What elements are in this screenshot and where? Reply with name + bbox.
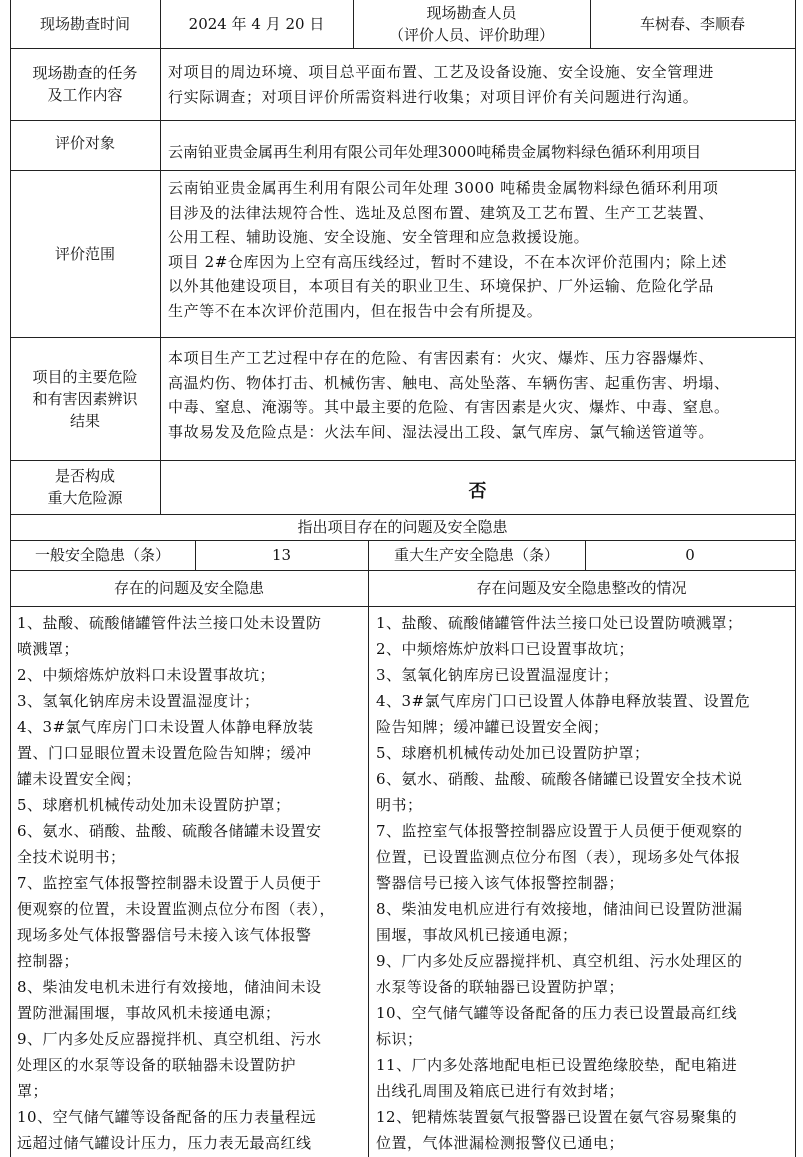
survey-time-value [160, 0, 353, 48]
general-hazard-label [10, 540, 195, 570]
rectification-line: 2、中频熔炼炉放料口已设置事故坑； [376, 640, 635, 658]
scope-line: 公用工程、辅助设施、安全设施、安全管理和应急救援设施。 [168, 228, 590, 246]
rectification-line: 警器信号已接入该气体报警控制器； [376, 874, 625, 892]
rectification-line: 11、厂内多处落地配电柜已设置绝缘胶垫，配电箱进 [376, 1056, 738, 1074]
issue-line: 控制器； [17, 952, 80, 970]
major-hazard-count-text: 0 [685, 546, 695, 564]
hazards-label [10, 337, 160, 460]
issue-line: 7、监控室气体报警控制器未设置于人员便于 [17, 874, 322, 892]
personnel-value-text: 车树春、李顺春 [639, 15, 745, 33]
hazards-line: 事故易发及危险点是：火法车间、湿法浸出工段、氯气库房、氯气输送管道等。 [168, 422, 715, 441]
issues-right-header-text: 存在问题及安全隐患整改的情况 [476, 579, 687, 597]
issue-line: 10、空气储气罐等设备配备的压力表量程远 [17, 1108, 317, 1126]
hazards-line: 中毒、窒息、淹溺等。其中最主要的危险、有害因素是火灾、爆炸、中毒、窒息。 [168, 398, 730, 416]
issue-line: 1、盐酸、硫酸储罐管件法兰接口处未设置防 [17, 614, 322, 632]
tasks-line: 对项目的周边环境、项目总平面布置、工艺及设备设施、安全设施、安全管理进 [168, 63, 715, 81]
issue-line: 便观察的位置，未设置监测点位分布图（表）， [17, 900, 336, 918]
major-hazard-label-line-1: 是否构成 [54, 467, 115, 485]
issue-line: 5、球磨机机械传动处加未设置防护罩； [17, 796, 291, 814]
survey-personnel-label [353, 0, 590, 48]
personnel-label-line-2: （评价人员、评价助理） [388, 26, 554, 44]
issue-line: 4、3#氯气库房门口未设置人体静电释放装 [17, 718, 314, 736]
object-content [168, 140, 792, 165]
object-label-text: 评价对象 [54, 134, 115, 152]
hazards-line: 本项目生产工艺过程中存在的危险、有害因素有：火灾、爆炸、压力容器爆炸、 [168, 349, 715, 367]
rectification-line: 位置，已设置监测点位分布图（表），现场多处气体报 [376, 848, 741, 866]
major-hazard-count-label [368, 540, 585, 570]
major-hazard-count [585, 540, 795, 570]
hazards-line: 高温灼伤、物体打击、机械伤害、触电、高处坠落、车辆伤害、起重伤害、坍塌、 [168, 373, 730, 392]
tasks-line: 行实际调查；对项目评价所需资料进行收集；对项目评价有关问题进行沟通。 [168, 87, 699, 106]
major-hazard-label [10, 460, 160, 514]
rectification-line: 9、厂内多处反应器搅拌机、真空机组、污水处理区的 [376, 952, 743, 970]
object-value: 云南铂亚贵金属再生利用有限公司年处理3000吨稀贵金属物料绿色循环利用项目 [168, 143, 702, 161]
rectification-line: 4、3#氯气库房门口已设置人体静电释放装置、设置危 [376, 692, 751, 710]
scope-content [168, 176, 792, 323]
hazards-content [168, 346, 792, 444]
rectification-line: 险告知牌；缓冲罐已设置安全阀； [376, 718, 609, 736]
issue-line: 置防泄漏围堰，事故风机未接通电源； [17, 1004, 281, 1022]
issues-left-header-text: 存在的问题及安全隐患 [113, 579, 264, 597]
major-hazard-count-label-text: 重大生产安全隐患（条） [393, 546, 559, 564]
general-hazard-count [195, 540, 368, 570]
rectification-line: 1、盐酸、硫酸储罐管件法兰接口处已设置防喷溅罩； [376, 614, 743, 632]
rectification-line: 明书； [376, 796, 423, 814]
tasks-label-line-2: 及工作内容 [47, 86, 123, 104]
scope-label-text: 评价范围 [54, 244, 115, 263]
survey-time-value-text: 2024 年 4 月 20 日 [188, 15, 325, 33]
scope-label [10, 170, 160, 337]
issue-line: 8、柴油发电机未进行有效接地，储油间未设 [17, 978, 322, 996]
issue-line: 喷溅罩； [17, 640, 80, 658]
major-hazard-value [160, 470, 795, 514]
tasks-content [168, 60, 792, 109]
issues-title [10, 514, 795, 540]
survey-time-label [10, 0, 160, 48]
rectification-line: 7、监控室气体报警控制器应设置于人员便于便观察的 [376, 822, 743, 840]
scope-line: 生产等不在本次评价范围内，但在报告中会有所提及。 [168, 301, 543, 320]
rectification-line: 10、空气储气罐等设备配备的压力表已设置最高红线 [376, 1004, 738, 1022]
scope-line: 项目 2#仓库因为上空有高压线经过，暂时不建设，不在本次评价范围内；除上述 [168, 252, 728, 271]
issue-line: 罐未设置安全阀； [17, 770, 142, 788]
issue-line: 现场多处气体报警器信号未接入该气体报警 [17, 926, 312, 944]
issues-right-header [368, 570, 795, 606]
issue-line: 远超过储气罐设计压力，压力表无最高红线 [17, 1134, 312, 1152]
tasks-label [10, 48, 160, 120]
rectification-line: 12、钯精炼装置氨气报警器已设置在氨气容易聚集的 [376, 1108, 738, 1126]
rectification-line: 3、氢氧化钠库房已设置温湿度计； [376, 666, 619, 684]
general-hazard-label-text: 一般安全隐患（条） [34, 546, 170, 564]
rectification-line: 围堰，事故风机已接通电源； [376, 926, 578, 944]
tasks-label-line-1: 现场勘查的任务 [32, 64, 138, 82]
hazards-label-line: 结果 [69, 411, 100, 430]
rectification-list [376, 610, 792, 1156]
issue-line: 罩； [17, 1082, 49, 1100]
survey-time-label-text: 现场勘查时间 [39, 15, 130, 33]
issue-line: 2、中频熔炼炉放料口未设置事故坑； [17, 666, 276, 684]
rectification-line: 位置，气体泄漏检测报警仪已通电； [376, 1134, 625, 1152]
rectification-line: 5、球磨机机械传动处加已设置防护罩； [376, 744, 650, 762]
scope-line: 以外其他建设项目，本项目有关的职业卫生、环境保护、厂外运输、危险化学品 [168, 277, 715, 295]
issue-line: 3、氢氧化钠库房未设置温湿度计； [17, 692, 260, 710]
hazards-label-line: 和有害因素辨识 [32, 389, 138, 408]
issue-line: 置、门口显眼位置未设置危险告知牌；缓冲 [17, 744, 312, 762]
hazards-label-line: 项目的主要危险 [32, 367, 138, 386]
issue-line: 6、氨水、硝酸、盐酸、硫酸各储罐未设置安 [17, 822, 322, 840]
major-hazard-label-line-2: 重大危险源 [47, 489, 123, 507]
issue-line: 全技术说明书； [17, 848, 126, 866]
rectification-line: 水泵等设备的联轴器已设置防护罩； [376, 978, 625, 996]
major-hazard-value-text: 否 [468, 481, 487, 502]
rectification-line: 6、氨水、硝酸、盐酸、硫酸各储罐已设置安全技术说 [376, 770, 743, 788]
scope-line: 云南铂亚贵金属再生利用有限公司年处理 3000 吨稀贵金属物料绿色循环利用项 [168, 179, 719, 197]
general-hazard-count-text: 13 [271, 546, 292, 564]
rectification-line: 出线孔周围及箱底已进行有效封堵； [376, 1082, 625, 1100]
issue-line: 处理区的水泵等设备的联轴器未设置防护 [17, 1056, 297, 1074]
rectification-line: 标识； [376, 1030, 423, 1048]
issues-left-header [10, 570, 368, 606]
issue-line: 9、厂内多处反应器搅拌机、真空机组、污水 [17, 1030, 322, 1048]
issues-title-text: 指出项目存在的问题及安全隐患 [297, 518, 508, 536]
issues-list [17, 610, 365, 1156]
personnel-label-line-1: 现场勘查人员 [426, 4, 517, 22]
survey-personnel-value [590, 0, 795, 48]
rectification-line: 8、柴油发电机应进行有效接地，储油间已设置防泄漏 [376, 900, 743, 918]
scope-line: 目涉及的法律法规符合性、选址及总图布置、建筑及工艺布置、生产工艺装置、 [168, 203, 715, 222]
